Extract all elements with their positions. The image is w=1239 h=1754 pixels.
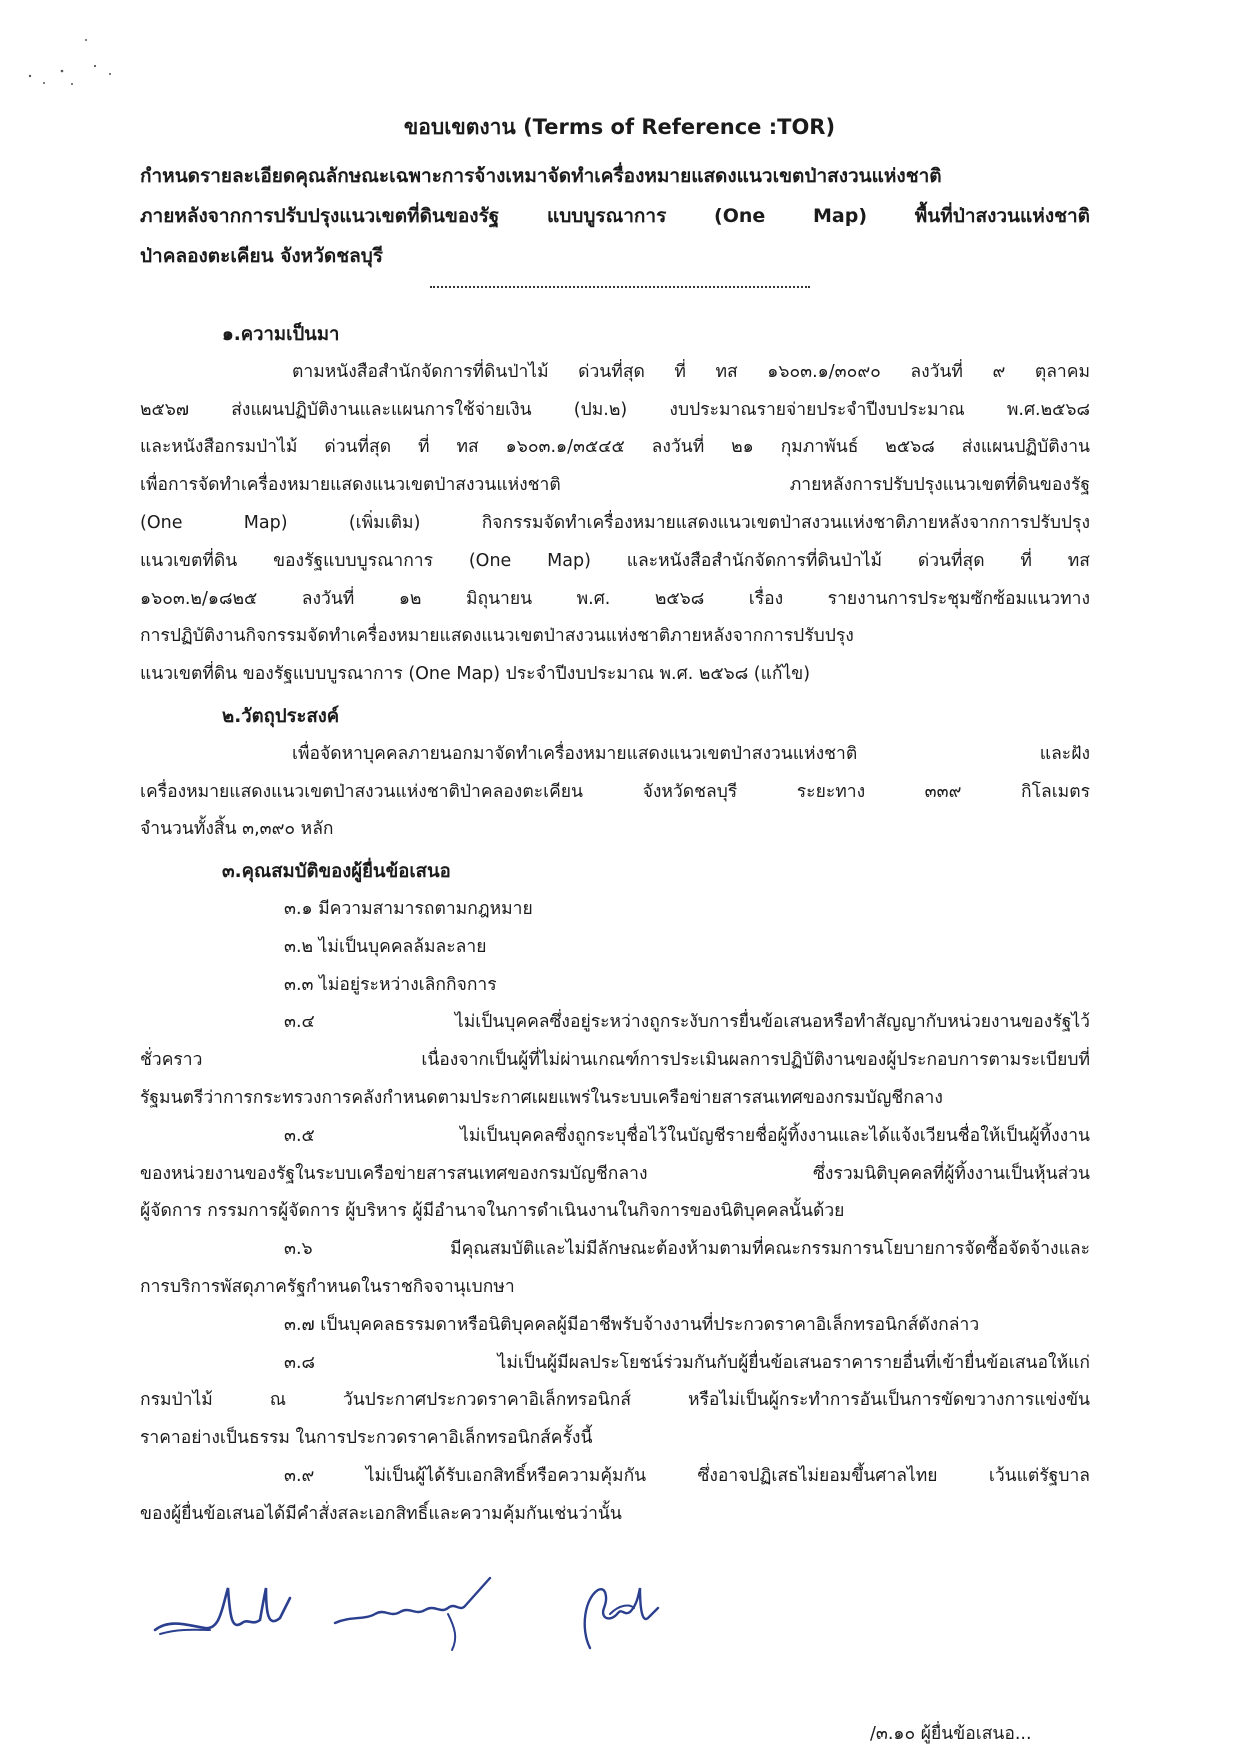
- subtitle-line: กำหนดรายละเอียดคุณลักษณะเฉพาะการจ้างเหมาจัดทำเครื่องหมายแสดงแนวเขตป่าสงวนแห่งชาติ: [140, 165, 942, 187]
- document-title: ขอบเขตงาน (Terms of Reference :TOR): [403, 115, 836, 139]
- paragraph-line: การปฏิบัติงานกิจกรรมจัดทำเครื่องหมายแสดงแนวเขตป่าสงวนแห่งชาติภายหลังจากการปรับปรุง: [140, 626, 854, 647]
- paragraph-line: ตามหนังสือสำนักจัดการที่ดินป่าไม้ ด่วนที่สุด ที่ ทส ๑๖๐๓.๑/๓๐๙๐ ลงวันที่ ๙ ตุลาคม: [292, 361, 1090, 382]
- paragraph-line: ๒๕๖๗ ส่งแผนปฏิบัติงานและแผนการใช้จ่ายเงิน (ปม.๒) งบประมาณรายจ่ายประจำปีงบประมาณ พ.ศ.๒๕๖๘: [140, 399, 1090, 420]
- qualification-item: ๓.๑ มีความสามารถตามกฎหมาย: [284, 898, 533, 919]
- qualification-item-line: ชั่วคราว เนื่องจากเป็นผู้ที่ไม่ผ่านเกณฑ์การประเมินผลการปฏิบัติงานของผู้ประกอบการตามระเบียบที่: [140, 1050, 1090, 1071]
- signature-2: [330, 1568, 530, 1658]
- qualification-item: ๓.๘ ไม่เป็นผู้มีผลประโยชน์ร่วมกันกับผู้ยื่นข้อเสนอราคารายอื่นที่เข้ายื่นข้อเสนอให้แก่: [284, 1352, 1090, 1373]
- paragraph-line: (One Map) (เพิ่มเติม) กิจกรรมจัดทำเครื่องหมายแสดงแนวเขตป่าสงวนแห่งชาติภายหลังจากการปรับปรุง: [140, 512, 1090, 533]
- qualification-item-line: ของผู้ยื่นข้อเสนอได้มีคำสั่งสละเอกสิทธิ์และความคุ้มกันเช่นว่านั้น: [140, 1503, 622, 1524]
- separator-dotted-line: [430, 286, 810, 288]
- section-heading: ๑.ความเป็นมา: [222, 324, 340, 345]
- qualification-item-line: รัฐมนตรีว่าการกระทรวงการคลังกำหนดตามประกาศเผยแพร่ในระบบเครือข่ายสารสนเทศของกรมบัญชีกลาง: [140, 1087, 943, 1108]
- scan-specks: [0, 0, 140, 90]
- section-heading: ๒.วัตถุประสงค์: [222, 705, 340, 727]
- section-qualifications: [140, 853, 1090, 1533]
- paragraph-line: ๑๖๐๓.๒/๑๘๒๕ ลงวันที่ ๑๒ มิถุนายน พ.ศ. ๒๕๖๘ เรื่อง รายงานการประชุมซักซ้อมแนวทาง: [140, 588, 1090, 609]
- qualification-item-line: การบริการพัสดุภาครัฐกำหนดในราชกิจจานุเบกษา: [140, 1276, 515, 1297]
- continuation-note: /๓.๑๐ ผู้ยื่นข้อเสนอ...: [870, 1724, 1032, 1744]
- section-objective: [140, 698, 1090, 849]
- qualification-item: ๓.๓ ไม่อยู่ระหว่างเลิกกิจการ: [284, 974, 497, 995]
- qualification-item: ๓.๙ ไม่เป็นผู้ได้รับเอกสิทธิ์หรือความคุ้มกัน ซึ่งอาจปฏิเสธไม่ยอมขึ้นศาลไทย เว้นแต่รัฐบาล: [284, 1465, 1090, 1486]
- paragraph-line: เพื่อการจัดทำเครื่องหมายแสดงแนวเขตป่าสงวนแห่งชาติ ภายหลังการปรับปรุงแนวเขตที่ดินของรัฐ: [140, 475, 1090, 496]
- document-subtitle: [140, 156, 1090, 276]
- paragraph-line: เครื่องหมายแสดงแนวเขตป่าสงวนแห่งชาติป่าคลองตะเคียน จังหวัดชลบุรี ระยะทาง ๓๓๙ กิโลเมตร: [140, 781, 1090, 802]
- qualification-item: ๓.๔ ไม่เป็นบุคคลซึ่งอยู่ระหว่างถูกระงับการยื่นข้อเสนอหรือทำสัญญากับหน่วยงานของรัฐไว้: [284, 1012, 1090, 1033]
- signature-3: [550, 1568, 690, 1658]
- paragraph-line: แนวเขตที่ดิน ของรัฐแบบบูรณาการ (One Map) ประจำปีงบประมาณ พ.ศ. ๒๕๖๘ (แก้ไข): [140, 664, 811, 685]
- document-body: [140, 312, 1090, 1534]
- qualification-item: ๓.๕ ไม่เป็นบุคคลซึ่งถูกระบุชื่อไว้ในบัญชีรายชื่อผู้ทิ้งงานและได้แจ้งเวียนชื่อให้เป็นผู้ทิ้งงาน: [284, 1125, 1090, 1146]
- subtitle-line: ภายหลังจากการปรับปรุงแนวเขตที่ดินของรัฐ แบบบูรณาการ (One Map) พื้นที่ป่าสงวนแห่งชาติ: [140, 205, 1090, 227]
- section-background: [140, 316, 1090, 694]
- qualification-item: ๓.๖ มีคุณสมบัติและไม่มีลักษณะต้องห้ามตามที่คณะกรรมการนโยบายการจัดซื้อจัดจ้างและ: [284, 1239, 1090, 1260]
- section-heading: ๓.คุณสมบัติของผู้ยื่นข้อเสนอ: [222, 861, 451, 883]
- paragraph-line: และหนังสือกรมป่าไม้ ด่วนที่สุด ที่ ทส ๑๖๐๓.๑/๓๕๔๕ ลงวันที่ ๒๑ กุมภาพันธ์ ๒๕๖๘ ส่งแผนปฏิบัติงาน: [140, 437, 1090, 458]
- qualification-item-line: ผู้จัดการ กรรมการผู้จัดการ ผู้บริหาร ผู้มีอำนาจในการดำเนินงานในกิจการของนิติบุคคลนั้นด้วย: [140, 1201, 845, 1222]
- qualification-item: ๓.๒ ไม่เป็นบุคคลล้มละลาย: [284, 936, 487, 957]
- signatures: [150, 1568, 710, 1658]
- qualification-item-line: ราคาอย่างเป็นธรรม ในการประกวดราคาอิเล็กทรอนิกส์ครั้งนี้: [140, 1428, 593, 1449]
- qualification-item-line: ของหน่วยงานของรัฐในระบบเครือข่ายสารสนเทศของกรมบัญชีกลาง ซึ่งรวมนิติบุคคลที่ผู้ทิ้งงานเป็นหุ้นส่วน: [140, 1163, 1090, 1184]
- paragraph-line: แนวเขตที่ดิน ของรัฐแบบบูรณาการ (One Map) และหนังสือสำนักจัดการที่ดินป่าไม้ ด่วนที่สุด ที่ ทส: [140, 550, 1090, 571]
- paragraph-line: เพื่อจัดหาบุคคลภายนอกมาจัดทำเครื่องหมายแสดงแนวเขตป่าสงวนแห่งชาติ และฝัง: [292, 743, 1090, 764]
- subtitle-line: ป่าคลองตะเคียน จังหวัดชลบุรี: [140, 245, 384, 267]
- paragraph-line: จำนวนทั้งสิ้น ๓,๓๙๐ หลัก: [140, 819, 334, 840]
- qualification-item: ๓.๗ เป็นบุคคลธรรมดาหรือนิติบุคคลผู้มีอาชีพรับจ้างงานที่ประกวดราคาอิเล็กทรอนิกส์ดังกล่าว: [284, 1314, 980, 1335]
- signature-1: [150, 1568, 300, 1658]
- qualification-item-line: กรมป่าไม้ ณ วันประกาศประกวดราคาอิเล็กทรอนิกส์ หรือไม่เป็นผู้กระทำการอันเป็นการขัดขวางการแข่งขัน: [140, 1390, 1090, 1411]
